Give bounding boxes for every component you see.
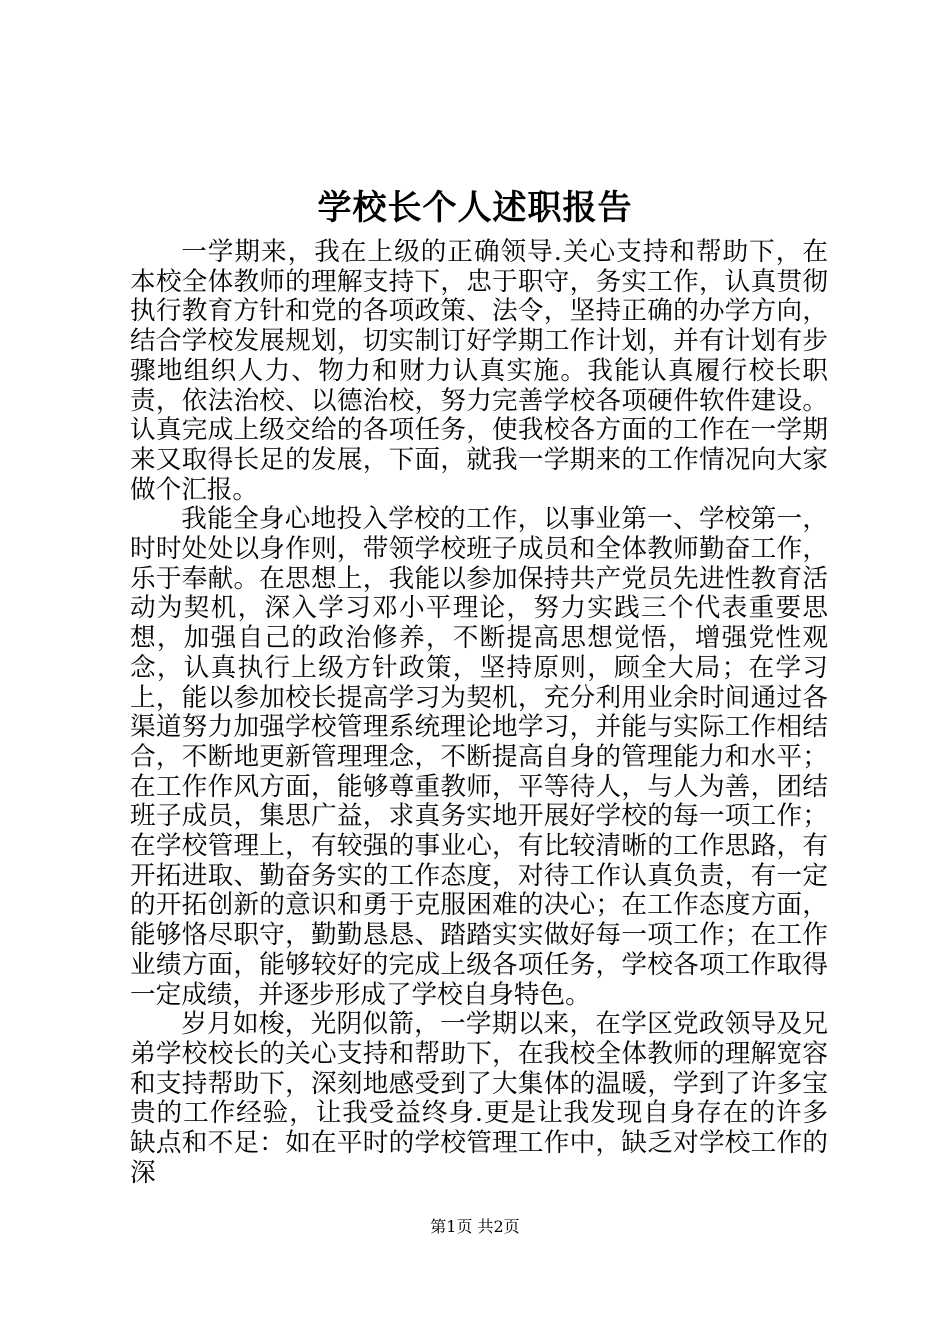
document-title: 学校长个人述职报告 <box>317 188 633 228</box>
document-body <box>130 238 828 1189</box>
paragraph-1: 一学期来，我在上级的正确领导.关心支持和帮助下，在本校全体教师的理解支持下，忠于职守，务实工作，认真贯彻执行教育方针和党的各项政策、法令，坚持正确的办学方向，结合学校发展规划，切实制订好学期工作计划，并有计划有步骤地组织人力、物力和财力认真实施。我能认真履行校长职责，依法治校、以德治校，努力完善学校各项硬件软件建设。认真完成上级交给的各项任务，使我校各方面的工作在一学期来又取得长足的发展，下面，就我一学期来的工作情况向大家做个汇报。 <box>130 237 828 505</box>
page-number-footer: 第1页 共2页 <box>430 1217 520 1236</box>
paragraph-2: 我能全身心地投入学校的工作，以事业第一、学校第一，时时处处以身作则，带领学校班子成员和全体教师勤奋工作，乐于奉献。在思想上，我能以参加保持共产党员先进性教育活动为契机，深入学习邓小平理论，努力实践三个代表重要思想，加强自己的政治修养，不断提高思想觉悟，增强党性观念，认真执行上级方针政策，坚持原则，顾全大局；在学习上，能以参加校长提高学习为契机，充分利用业余时间通过各渠道努力加强学校管理系统理论地学习，并能与实际工作相结合，不断地更新管理理念，不断提高自身的管理能力和水平；在工作作风方面，能够尊重教师，平等待人，与人为善，团结班子成员，集思广益，求真务实地开展好学校的每一项工作；在学校管理上，有较强的事业心，有比较清晰的工作思路，有开拓进取、勤奋务实的工作态度，对待工作认真负责，有一定的开拓创新的意识和勇于克服困难的决心；在工作态度方面，能够恪尽职守，勤勤恳恳、踏踏实实做好每一项工作；在工作业绩方面，能够较好的完成上级各项任务，学校各项工作取得一定成绩，并逐步形成了学校自身特色。 <box>130 504 828 1010</box>
paragraph-3: 岁月如梭，光阴似箭，一学期以来，在学区党政领导及兄弟学校校长的关心支持和帮助下，在我校全体教师的理解宽容和支持帮助下，深刻地感受到了大集体的温暖，学到了许多宝贵的工作经验，让我受益终身.更是让我发现自身存在的许多缺点和不足：如在平时的学校管理工作中，缺乏对学校工作的深 <box>130 1009 828 1188</box>
